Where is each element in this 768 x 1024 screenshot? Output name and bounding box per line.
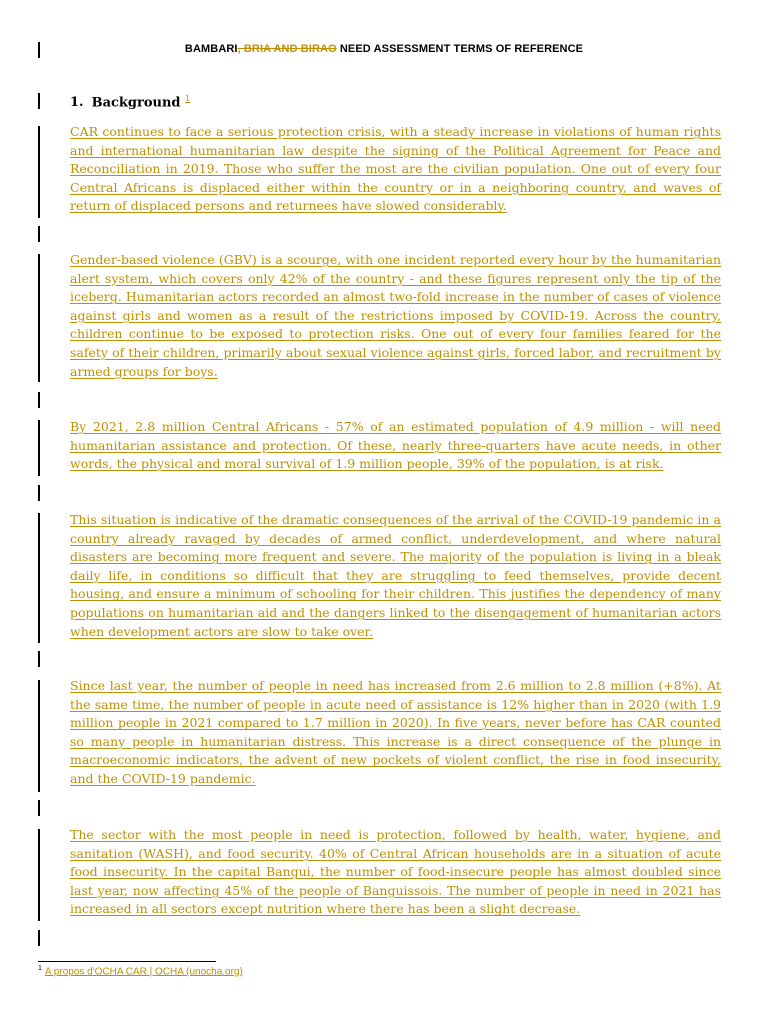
footnote-reference[interactable]: 1 bbox=[185, 94, 191, 103]
paragraph: Since last year, the number of people in need has increased from 2.6 million to 2.8 million (+8%). At the same time, the number of people in acute need of assistance is 12% higher than in 2020 (with 1.9 million people in 2021 compared to 1.7 million in 2020). In five years, never before has CAR counted so many people in humanitarian distress. This increase is a direct consequence of the plunge in macroeconomic indicators, the advent of new pockets of violent conflict, the rise in food insecurity, and the COVID-19 pandemic. bbox=[70, 678, 721, 786]
paragraph: The sector with the most people in need is protection, followed by health, water, hygiene, and sanitation (WASH), and food security. 40% of Central African households are in a situation of acute food insecurity. In the capital Bangui, the number of food-insecure people has almost doubled since last year, now affecting 45% of the people of Banguissois. The number of people in need in 2021 has increased in all sectors except nutrition where there has been a slight decrease. bbox=[70, 827, 721, 917]
change-bar bbox=[38, 254, 40, 382]
change-bar bbox=[38, 800, 40, 816]
paragraph: By 2021, 2.8 million Central Africans - 57% of an estimated population of 4.9 million - will need humanitarian assistance and protection. Of these, nearly three-quarters have acute needs, in other words, the physical and moral survival of 1.9 million people, 39% of the population, is at risk. bbox=[70, 419, 721, 472]
section-number: 1. bbox=[70, 95, 84, 111]
section-heading bbox=[70, 94, 190, 110]
section-title: Background bbox=[91, 95, 181, 111]
change-bar bbox=[38, 420, 40, 476]
change-bar bbox=[38, 126, 40, 218]
footnote-separator bbox=[38, 961, 216, 962]
change-bar bbox=[38, 651, 40, 667]
header-suffix: NEED ASSESSMENT TERMS OF REFERENCE bbox=[336, 43, 584, 55]
change-bar bbox=[38, 485, 40, 501]
change-bar bbox=[38, 392, 40, 408]
footnote bbox=[38, 965, 243, 977]
running-header bbox=[0, 43, 768, 55]
paragraph: This situation is indicative of the dramatic consequences of the arrival of the COVID-19 pandemic in a country already ravaged by decades of armed conflict, underdevelopment, and where natural disasters are becoming more frequent and severe. The majority of the population is living in a bleak daily life, in conditions so difficult that they are struggling to feed themselves, provide decent housing, and ensure a minimum of schooling for their children. This justifies the dependency of many populations on humanitarian aid and the dangers linked to the disengagement of humanitarian actors when development actors are slow to take over. bbox=[70, 512, 721, 639]
change-bar bbox=[38, 680, 40, 792]
change-bar bbox=[38, 226, 40, 242]
change-bar bbox=[38, 930, 40, 946]
footnote-link[interactable]: A propos d'OCHA CAR | OCHA (unocha.org) bbox=[44, 966, 243, 978]
header-deleted-text: , BRIA AND BIRAO bbox=[237, 43, 337, 55]
change-bar bbox=[38, 93, 40, 109]
paragraph: CAR continues to face a serious protection crisis, with a steady increase in violations of human rights and international humanitarian law despite the signing of the Political Agreement for Peace and Reconciliation in 2019. Those who suffer the most are the civilian population. One out of every four Central Africans is displaced either within the country or in a neighboring country, and waves of return of displaced persons and returnees have slowed considerably. bbox=[70, 124, 721, 214]
paragraph: Gender-based violence (GBV) is a scourge, with one incident reported every hour by the humanitarian alert system, which covers only 42% of the country - and these figures represent only the tip of the iceberg. Humanitarian actors recorded an almost two-fold increase in the number of cases of violence against girls and women as a result of the restrictions imposed by COVID-19. Across the country, children continue to be exposed to protection risks. One out of every four families feared for the safety of their children, primarily about sexual violence against girls, forced labor, and recruitment by armed groups for boys. bbox=[70, 252, 721, 379]
header-prefix: BAMBARI bbox=[184, 43, 238, 55]
footnote-marker: 1 bbox=[38, 965, 42, 972]
change-bar bbox=[38, 513, 40, 643]
change-bar bbox=[38, 829, 40, 921]
